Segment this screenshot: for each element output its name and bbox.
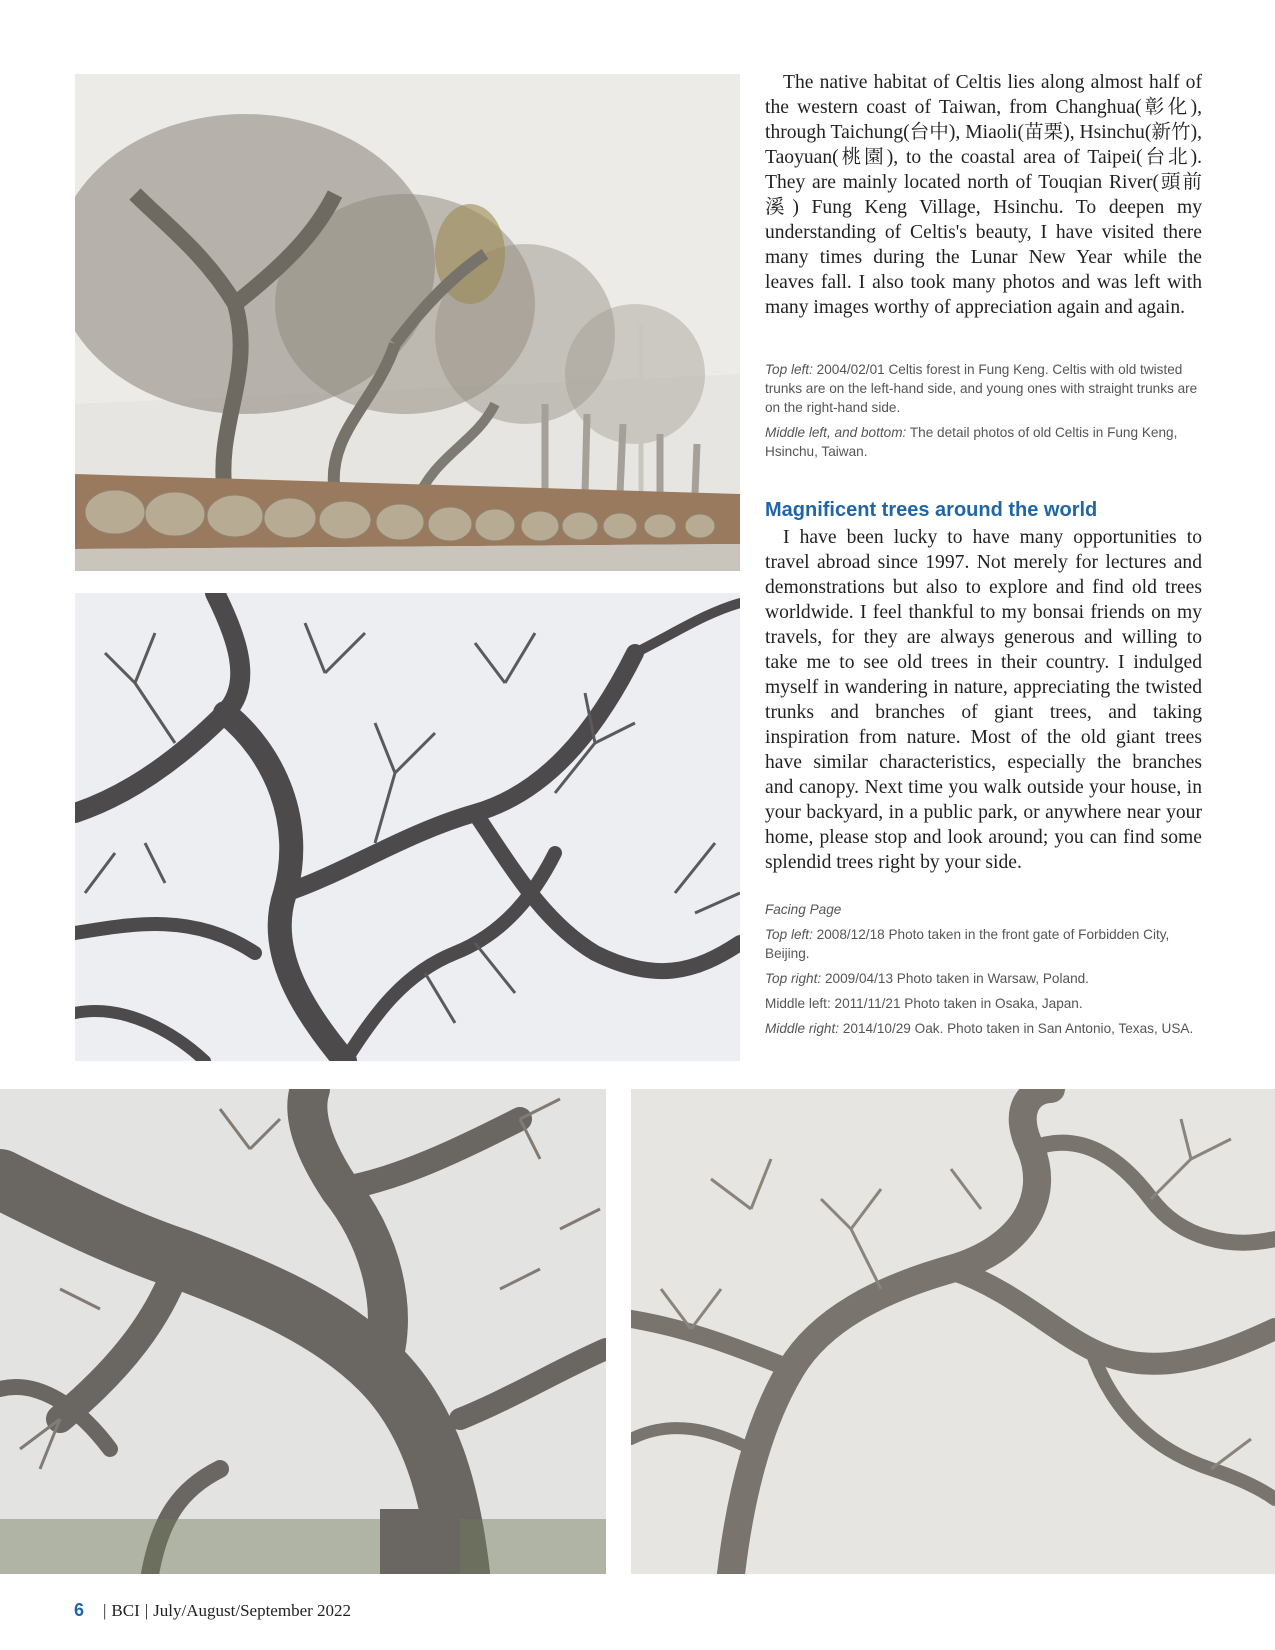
page-number: 6 xyxy=(74,1600,85,1620)
caption-text: The detail photos of old Celtis in Fung Keng, Hsinchu, Taiwan. xyxy=(765,425,1178,459)
facing-page-title xyxy=(765,900,1202,919)
intro-section xyxy=(765,70,1202,320)
photo-celtis-branches-detail xyxy=(75,593,740,1061)
footer-separator: | xyxy=(103,1601,107,1620)
photo-celtis-trunk-detail xyxy=(0,1089,606,1574)
photo-celtis-canopy-detail xyxy=(631,1089,1275,1574)
page-footer xyxy=(74,1600,351,1621)
caption-text: Middle left: 2011/11/21 Photo taken in Osaka, Japan. xyxy=(765,996,1083,1011)
caption-title: Facing Page xyxy=(765,902,842,917)
caption-lead: Middle right: xyxy=(765,1021,840,1036)
facing-page-captions xyxy=(765,900,1202,1044)
footer-separator: | xyxy=(144,1601,149,1620)
caption-text: 2004/02/01 Celtis forest in Fung Keng. Celtis with old twisted trunks are on the left-hand side, and young ones with straight trunks are on the right-hand side. xyxy=(765,362,1198,415)
caption-facing-top-left xyxy=(765,925,1202,963)
section-paragraph: I have been lucky to have many opportunities to travel abroad since 1997. Not merely for lectures and demonstrations but also to explore and find old trees worldwide. I feel thankful to my bonsai friends on my travels, for they are always generous and willing to take me to see old trees in their country. I indulged myself in wandering in nature, appreciating the twisted trunks and branches of giant trees, and taking inspiration from nature. Most of the old giant trees have similar characteristics, especially the branches and canopy. Next time you walk outside your house, in your backyard, in a public park, or anywhere near your home, please stop and look around; you can find some splendid trees right by your side. xyxy=(765,527,1202,873)
photo-captions xyxy=(765,360,1202,467)
caption-lead: Top left: xyxy=(765,362,813,377)
intro-paragraph: The native habitat of Celtis lies along almost half of the western coast of Taiwan, from Changhua(彰化), through Taichung(台中), Miaoli(苗栗), Hsinchu(新竹), Taoyuan(桃園), to the coastal area of Taipei(台北). They are mainly located north of Touqian River(頭前溪) Fung Keng Village, Hsinchu. To deepen my understanding of Celtis's beauty, I have visited there many times during the Lunar New Year while the leaves fall. I also took many photos and was left with many images worthy of appreciation again and again. xyxy=(765,72,1202,318)
caption-text: 2014/10/29 Oak. Photo taken in San Antonio, Texas, USA. xyxy=(839,1021,1194,1036)
caption-lead: Top left: xyxy=(765,927,813,942)
caption-lead: Top right: xyxy=(765,971,822,986)
caption-middle-left-bottom xyxy=(765,423,1202,461)
caption-text: 2008/12/18 Photo taken in the front gate of Forbidden City, Beijing. xyxy=(765,927,1170,961)
magazine-name: BCI xyxy=(111,1601,140,1620)
caption-lead: Middle left, and bottom: xyxy=(765,425,907,440)
magnificent-trees-section xyxy=(765,497,1202,875)
caption-facing-top-right xyxy=(765,969,1202,988)
photo-celtis-forest xyxy=(75,74,740,571)
caption-facing-middle-left xyxy=(765,994,1202,1013)
caption-text: 2009/04/13 Photo taken in Warsaw, Poland. xyxy=(821,971,1089,986)
caption-facing-middle-right xyxy=(765,1019,1202,1038)
issue-date: July/August/September 2022 xyxy=(153,1601,352,1620)
section-heading: Magnificent trees around the world xyxy=(765,499,1098,521)
caption-top-left xyxy=(765,360,1202,417)
